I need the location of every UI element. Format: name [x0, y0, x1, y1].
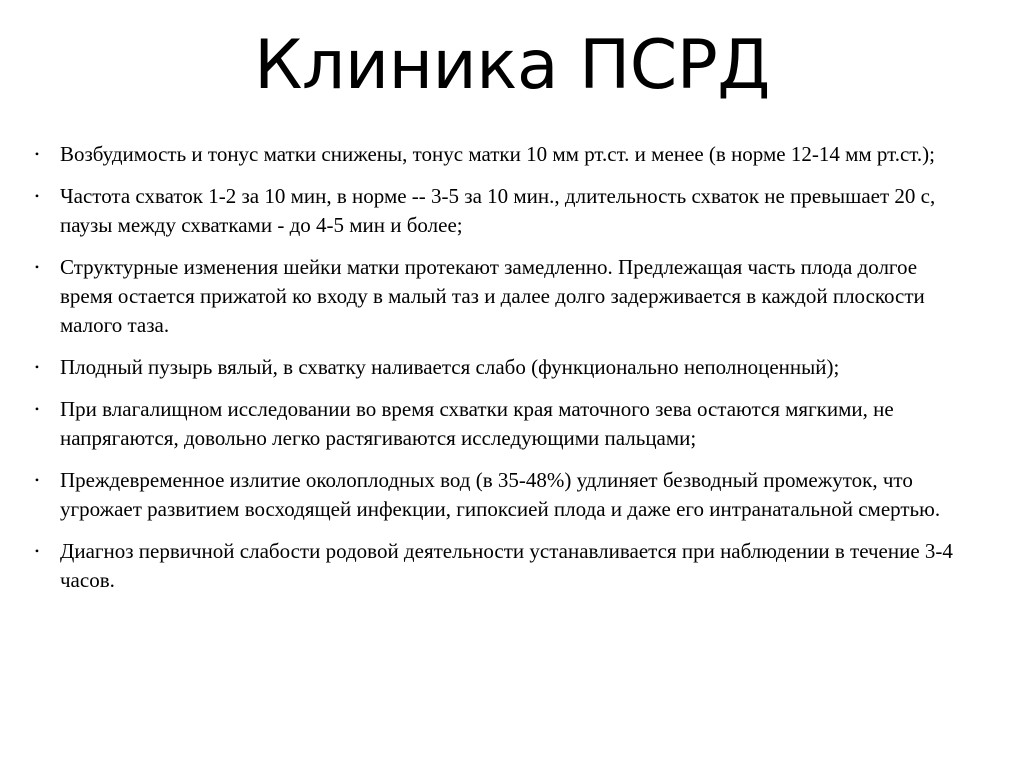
- bullet-item-6: [30, 466, 970, 524]
- bullet-text: Плодный пузырь вялый, в схватку наливается слабо (функционально неполноценный);: [60, 355, 840, 379]
- bullet-text: Диагноз первичной слабости родовой деятельности устанавливается при наблюдении в течение 3-4 часов.: [60, 539, 953, 592]
- bullet-item-7: [30, 537, 970, 595]
- bullet-item-2: [30, 182, 970, 240]
- bullet-text: Частота схваток 1-2 за 10 мин, в норме -- 3-5 за 10 мин., длительность схваток не превышает 20 с, паузы между схватками - до 4-5 мин и более;: [60, 184, 936, 237]
- bullet-dot-icon: •: [34, 473, 40, 487]
- bullet-item-3: [30, 253, 970, 340]
- bullet-item-5: [30, 395, 970, 453]
- bullet-dot-icon: •: [34, 260, 40, 274]
- bullet-dot-icon: •: [34, 544, 40, 558]
- bullet-dot-icon: •: [34, 402, 40, 416]
- bullet-text: Возбудимость и тонус матки снижены, тонус матки 10 мм рт.ст. и менее (в норме 12-14 мм рт.ст.);: [60, 142, 935, 166]
- bullet-text: Преждевременное излитие околоплодных вод (в 35-48%) удлиняет безводный промежуток, что угрожает развитием восходящей инфекции, гипоксией плода и даже его интранатальной смертью.: [60, 468, 941, 521]
- bullet-text: Структурные изменения шейки матки протекают замедленно. Предлежащая часть плода долгое время остается прижатой ко входу в малый таз и далее долго задерживается в каждой плоскости малого таза.: [60, 255, 925, 337]
- bullet-list: [30, 140, 970, 608]
- bullet-text: При влагалищном исследовании во время схватки края маточного зева остаются мягкими, не напрягаются, довольно легко растягиваются исследующими пальцами;: [60, 397, 894, 450]
- slide-title: Клиника ПСРД: [254, 26, 770, 105]
- bullet-item-4: [30, 353, 970, 382]
- bullet-dot-icon: •: [34, 360, 40, 374]
- bullet-item-1: [30, 140, 970, 169]
- bullet-dot-icon: •: [34, 189, 40, 203]
- bullet-dot-icon: •: [34, 147, 40, 161]
